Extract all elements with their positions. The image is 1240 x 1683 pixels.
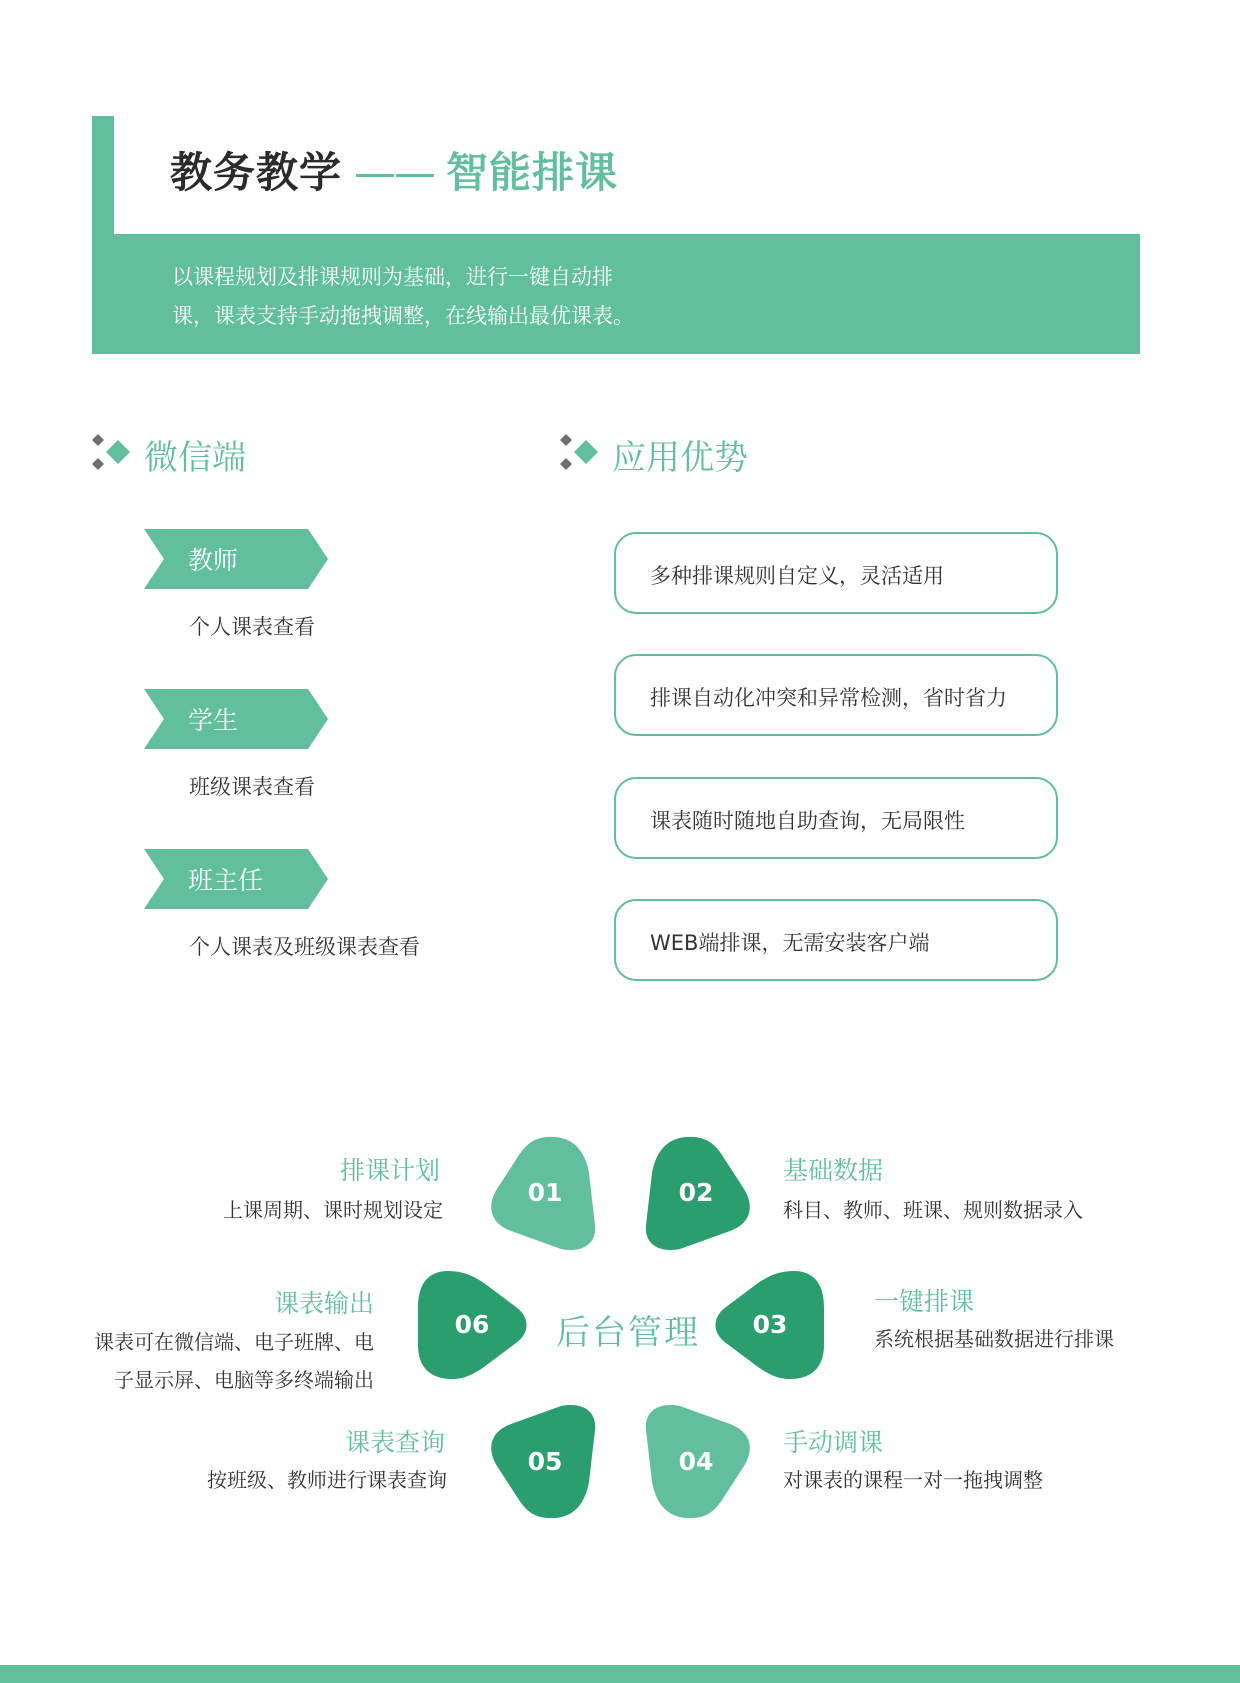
step-number: 01 xyxy=(527,1178,563,1207)
role-desc-head-teacher: 个人课表及班级课表查看 xyxy=(189,935,420,959)
step-number: 06 xyxy=(454,1310,490,1339)
diamond-bullet-icon xyxy=(558,432,604,472)
advantage-text: WEB端排课，无需安装客户端 xyxy=(650,931,930,955)
step-badge-04 xyxy=(636,1402,756,1522)
advantage-item xyxy=(614,532,1058,614)
diamond-bullet-icon xyxy=(90,432,136,472)
step-number: 04 xyxy=(678,1447,714,1476)
step-desc-03: 系统根据基础数据进行排课 xyxy=(874,1327,1114,1351)
footer-accent-bar xyxy=(0,1665,1240,1683)
advantage-text: 排课自动化冲突和异常检测，省时省力 xyxy=(650,686,1007,710)
step-desc-06-line-1: 课表可在微信端、电子班牌、电 xyxy=(94,1330,374,1354)
role-tag-head-teacher xyxy=(144,849,328,909)
step-title-02: 基础数据 xyxy=(783,1156,884,1185)
title-main: 教务教学 xyxy=(170,148,343,197)
advantages-section-title: 应用优势 xyxy=(612,438,748,478)
step-desc-02: 科目、教师、班课、规则数据录入 xyxy=(783,1198,1083,1222)
step-badge-05 xyxy=(485,1402,605,1522)
step-badge-01 xyxy=(485,1133,605,1253)
advantage-text: 课表随时随地自助查询，无局限性 xyxy=(650,809,965,833)
backend-center-title: 后台管理 xyxy=(556,1313,700,1353)
step-number: 03 xyxy=(752,1310,788,1339)
wechat-section-title: 微信端 xyxy=(144,438,246,478)
role-tag-label: 班主任 xyxy=(188,866,264,895)
step-title-05: 课表查询 xyxy=(344,1428,445,1457)
step-number: 02 xyxy=(678,1178,714,1207)
step-desc-05: 按班级、教师进行课表查询 xyxy=(207,1468,447,1492)
advantage-item xyxy=(614,777,1058,859)
title-dash: —— xyxy=(354,148,435,197)
step-title-03: 一键排课 xyxy=(874,1287,975,1316)
role-desc-teacher: 个人课表查看 xyxy=(189,615,315,639)
step-badge-06 xyxy=(412,1265,532,1385)
page-title xyxy=(170,140,618,200)
advantage-item xyxy=(614,899,1058,981)
title-accent: 智能排课 xyxy=(446,148,619,197)
role-tag-label: 学生 xyxy=(188,706,239,735)
step-title-06: 课表输出 xyxy=(273,1289,374,1318)
advantage-text: 多种排课规则自定义，灵活适用 xyxy=(650,564,944,588)
step-title-04: 手动调课 xyxy=(783,1428,884,1457)
role-tag-label: 教师 xyxy=(188,546,239,575)
role-desc-student: 班级课表查看 xyxy=(189,775,315,799)
step-number: 05 xyxy=(527,1447,563,1476)
step-desc-06 xyxy=(94,1323,374,1399)
step-title-01: 排课计划 xyxy=(339,1156,440,1185)
role-tag-teacher xyxy=(144,529,328,589)
intro-line-1: 以课程规划及排课规则为基础，进行一键自动排 xyxy=(172,265,613,289)
intro-line-2: 课，课表支持手动拖拽调整，在线输出最优课表。 xyxy=(172,304,634,328)
role-tag-student xyxy=(144,689,328,749)
advantage-item xyxy=(614,654,1058,736)
step-desc-06-line-2: 子显示屏、电脑等多终端输出 xyxy=(114,1368,374,1392)
step-desc-01: 上课周期、课时规划设定 xyxy=(223,1198,443,1222)
intro-text xyxy=(172,258,652,336)
step-badge-02 xyxy=(636,1133,756,1253)
step-badge-03 xyxy=(710,1265,830,1385)
step-desc-04: 对课表的课程一对一拖拽调整 xyxy=(783,1468,1043,1492)
